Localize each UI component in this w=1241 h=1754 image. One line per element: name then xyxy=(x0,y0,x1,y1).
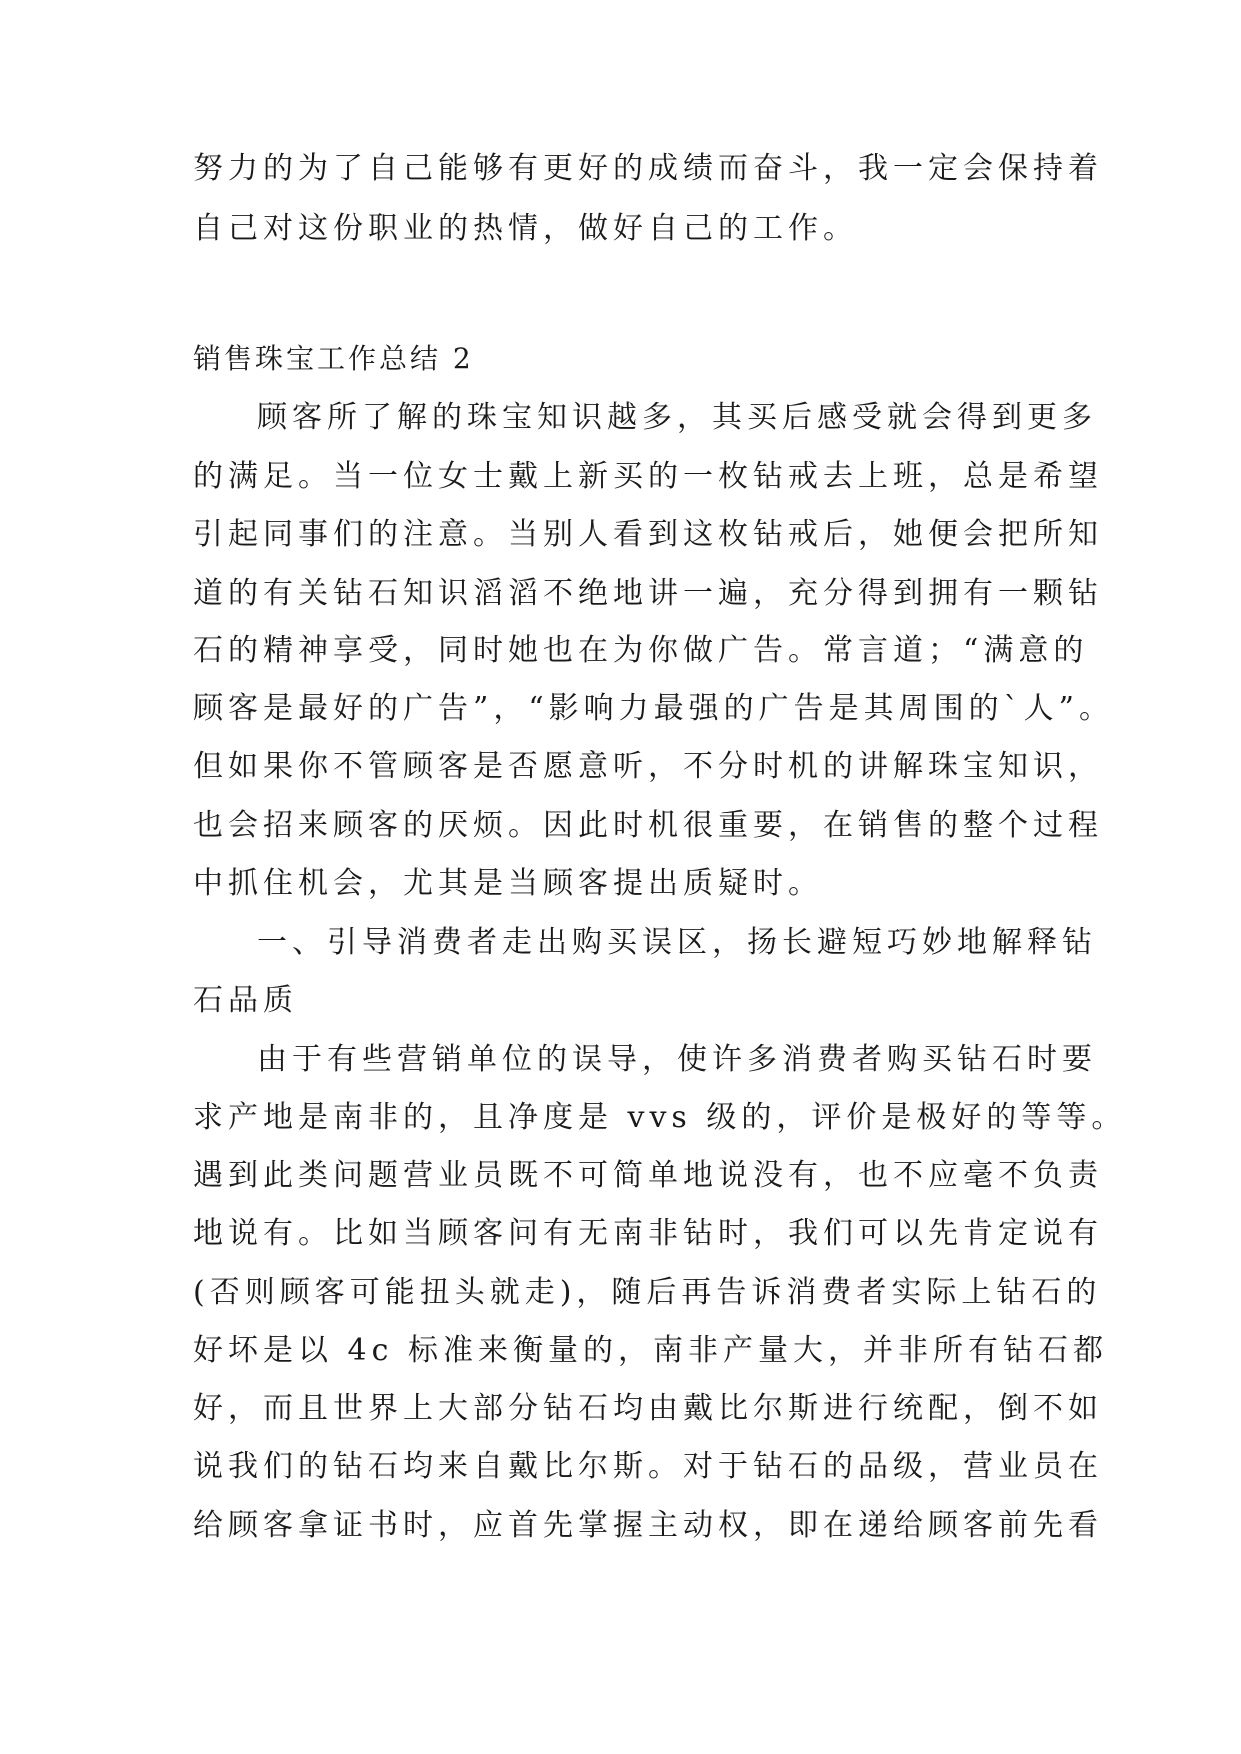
paragraph-line: 也会招来顾客的厌烦。因此时机很重要，在销售的整个过程 xyxy=(193,808,1103,843)
paragraph-line: (否则顾客可能扭头就走)，随后再告诉消费者实际上钻石的 xyxy=(193,1275,1102,1310)
paragraph-line: 但如果你不管顾客是否愿意听，不分时机的讲解珠宝知识， xyxy=(193,749,1103,784)
section-title: 销售珠宝工作总结 2 xyxy=(193,342,474,375)
paragraph-line: 石的精神享受，同时她也在为你做广告。常言道；“满意的 xyxy=(193,633,1089,668)
paragraph-line: 的满足。当一位女士戴上新买的一枚钻戒去上班，总是希望 xyxy=(193,459,1103,494)
paragraph-line: 遇到此类问题营业员既不可简单地说没有，也不应毫不负责 xyxy=(193,1158,1103,1193)
paragraph-line: 给顾客拿证书时，应首先掌握主动权，即在递给顾客前先看 xyxy=(193,1508,1103,1543)
paragraph-line: 努力的为了自己能够有更好的成绩而奋斗，我一定会保持着 xyxy=(193,151,1103,186)
paragraph-line: 道的有关钻石知识滔滔不绝地讲一遍，充分得到拥有一颗钻 xyxy=(193,576,1103,611)
paragraph-line: 自己对这份职业的热情，做好自己的工作。 xyxy=(193,211,858,246)
paragraph-line: 说我们的钻石均来自戴比尔斯。对于钻石的品级，营业员在 xyxy=(193,1449,1103,1484)
paragraph-line: 求产地是南非的，且净度是 vvs 级的，评价是极好的等等。 xyxy=(193,1100,1127,1135)
paragraph-line: 好，而且世界上大部分钻石均由戴比尔斯进行统配，倒不如 xyxy=(193,1391,1103,1426)
paragraph-line: 顾客是最好的广告”，“影响力最强的广告是其周围的`人”。 xyxy=(193,691,1115,726)
paragraph-line: 顾客所了解的珠宝知识越多，其买后感受就会得到更多 xyxy=(257,400,1097,435)
list-heading-line: 一、引导消费者走出购买误区，扬长避短巧妙地解释钻 xyxy=(257,925,1097,960)
paragraph-line: 中抓住机会，尤其是当顾客提出质疑时。 xyxy=(193,866,823,901)
paragraph-line: 由于有些营销单位的误导，使许多消费者购买钻石时要 xyxy=(257,1042,1097,1077)
paragraph-line: 引起同事们的注意。当别人看到这枚钻戒后，她便会把所知 xyxy=(193,517,1103,552)
list-heading-line: 石品质 xyxy=(193,983,298,1018)
paragraph-line: 地说有。比如当顾客问有无南非钻时，我们可以先肯定说有 xyxy=(193,1216,1103,1251)
paragraph-line: 好坏是以 4c 标准来衡量的，南非产量大，并非所有钻石都 xyxy=(193,1333,1108,1368)
